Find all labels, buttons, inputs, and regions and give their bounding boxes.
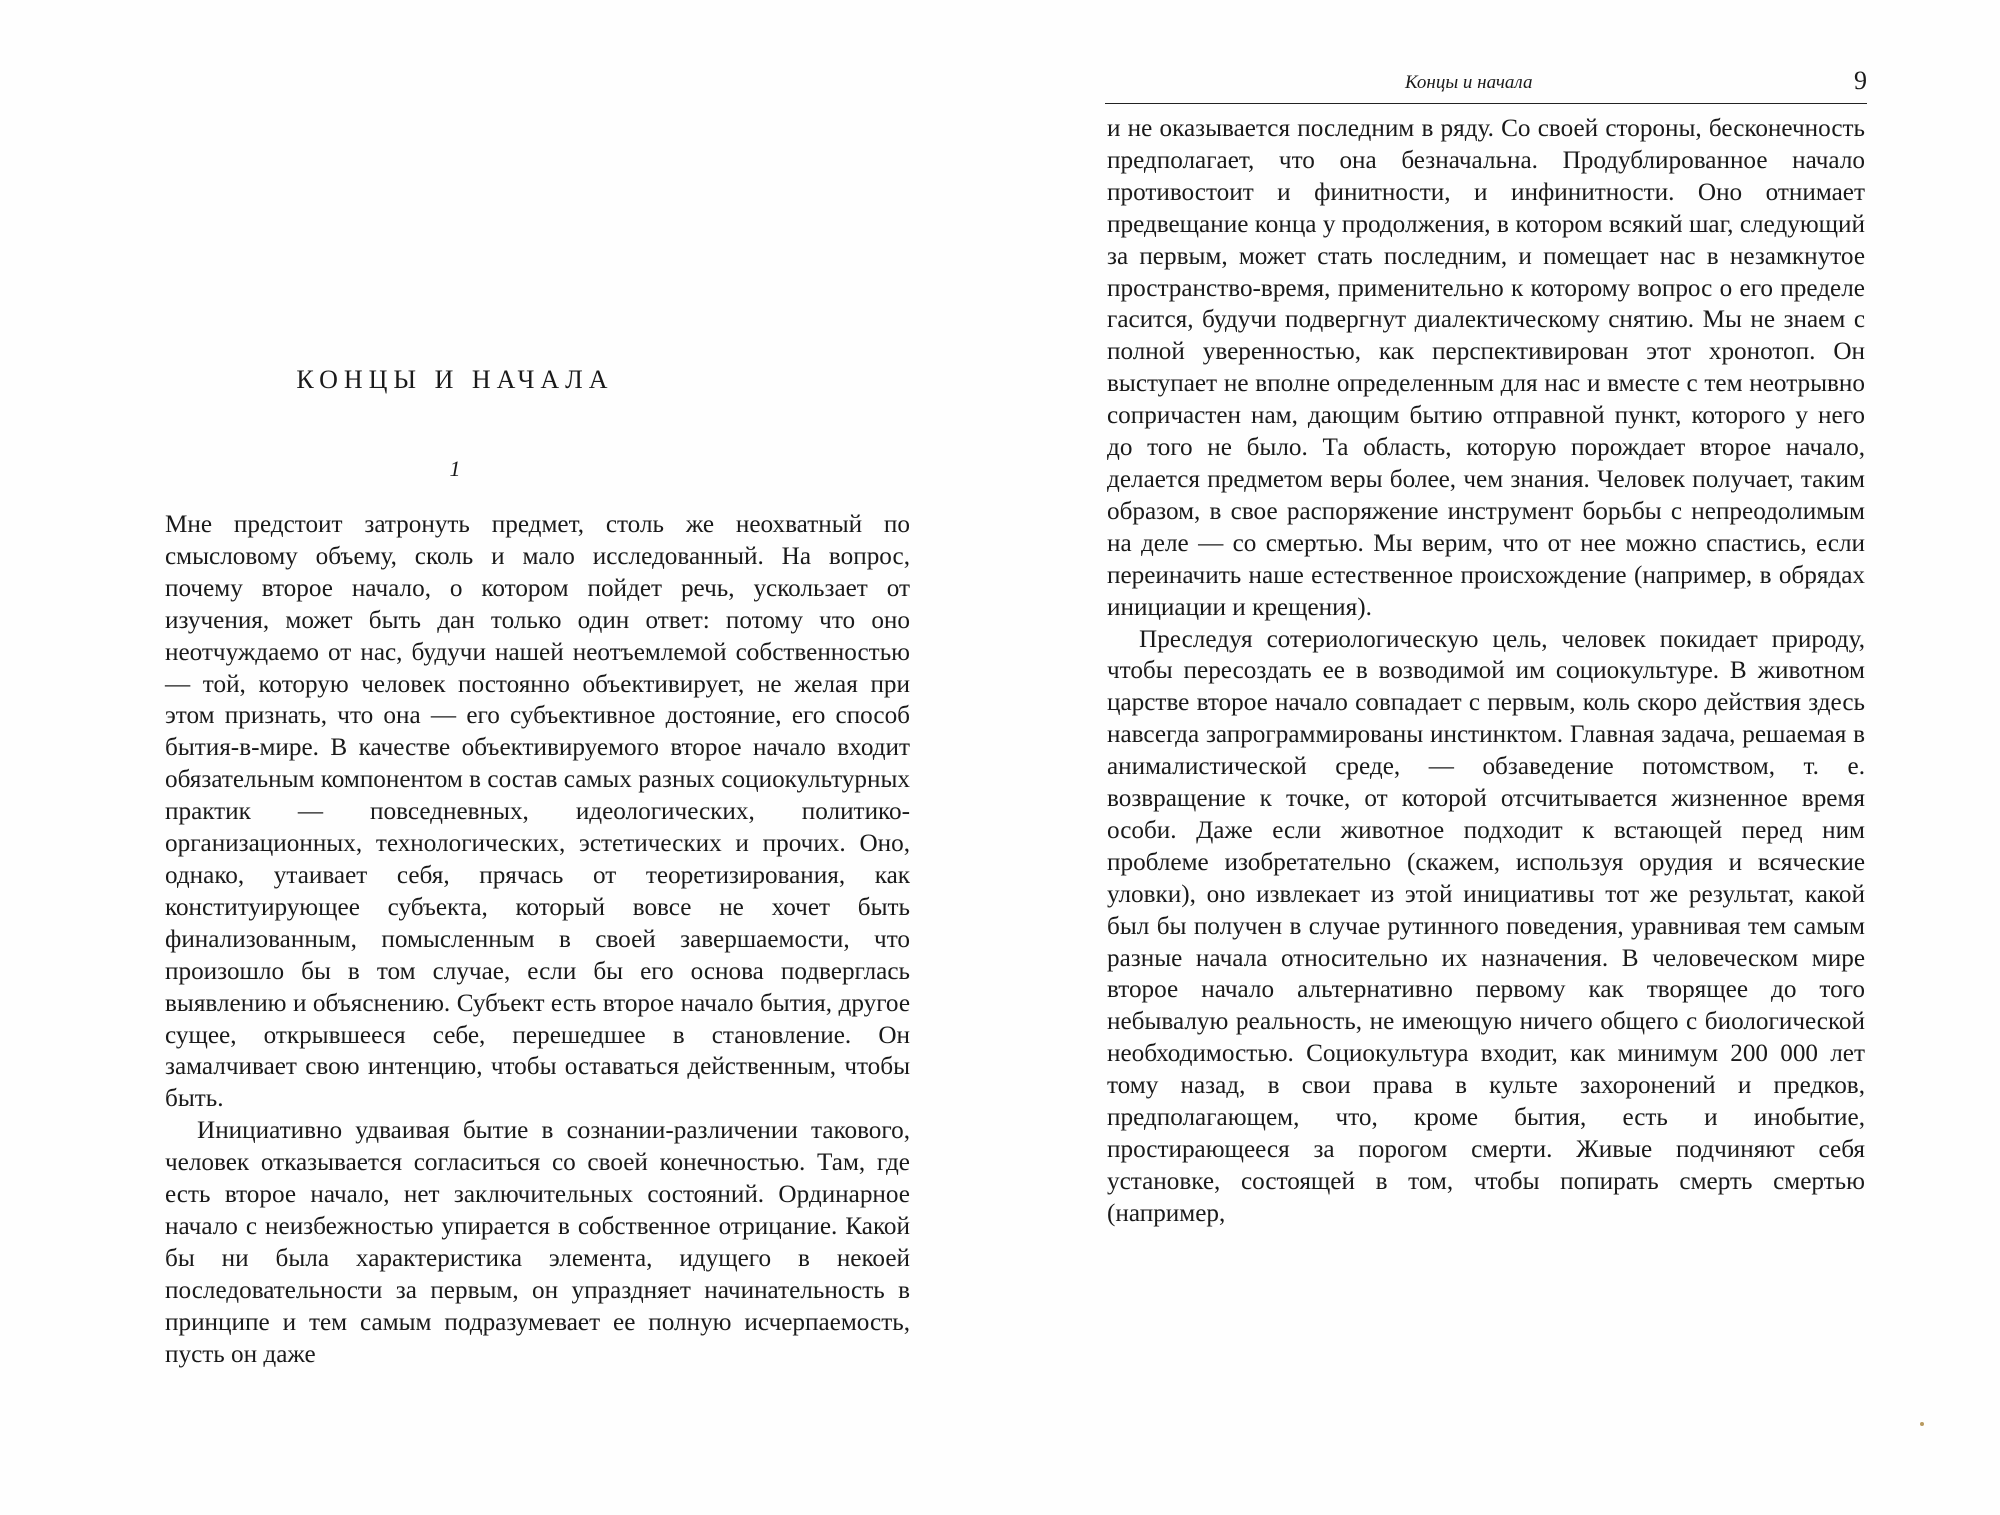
page-number: 9 [1854, 66, 1867, 95]
header-rule [1105, 103, 1867, 104]
paragraph: Инициативно удваивая бытие в сознании-различении такового, человек отказывается согласиться со своей конечностью. Там, где есть второе начало, нет заключительных состояний. Ординарное начало с неизбежностью упирается в собственное отрицание. Какой бы ни была характеристика элемента, идущего в некоей последовательности за первым, он упраздняет начинательность в принципе и тем самым подразумевает ее полную исчерпаемость, пусть он даже [165, 1117, 910, 1368]
section-number: 1 [449, 456, 461, 481]
paragraph: и не оказывается последним в ряду. Со своей стороны, бесконечность предполагает, что она безначальна. Продублированное начало противостоит и финитности, и инфинитности. Оно отнимает предвещание конца у продолжения, в котором всякий шаг, следующий за первым, может стать последним, и помещает нас в незамкнутое пространство-время, применительно к которому вопрос о его пределе гасится, будучи подвергнут диалектическому снятию. Мы не знаем с полной уверенностью, как перспективирован этот хронотоп. Он выступает не вполне определенным для нас и вместе с тем неотрывно сопричастен нам, дающим бытию отправной пункт, которого у него до того не было. Та область, которую порождает второе начало, делается предметом веры более, чем знания. Человек получает, таким образом, в свое распоряжение инструмент борьбы с непреодолимым на деле — со смертью. Мы верим, что от нее можно спастись, если переиначить наше естественное происхождение (например, в обрядах инициации и крещения). [1107, 115, 1865, 621]
chapter-title: КОНЦЫ И НАЧАЛА [296, 365, 614, 394]
paragraph: Преследуя сотериологическую цель, человек покидает природу, чтобы пересоздать ее в возводимой им социокультуре. В животном царстве второе начало совпадает с первым, коль скоро действия здесь навсегда запрограммированы инстинктом. Главная задача, решаемая в анималистической среде, — обзаведение потомством, т. е. возвращение к точке, от которой отсчитывается жизненное время особи. Даже если животное подходит к встающей перед ним проблеме изобретательно (скажем, используя орудия и всяческие уловки), оно извлекает из этой инициативы тот же результат, какой был бы получен в случае рутинного поведения, уравнивая тем самым разные начала относительно их назначения. В человеческом мире второе начало альтернативно первому как творящее до того небывалую реальность, не имеющую ничего общего с биологической необходимостью. Социокультура входит, как минимум 200 000 лет тому назад, в свои права в культе захоронений и предков, предполагающем, что, кроме бытия, есть и инобытие, простирающееся за порогом смерти. Живые подчиняют себя установке, состоящей в том, чтобы попирать смерть смертью (например, [1107, 625, 1865, 1227]
paper-speck [1920, 1422, 1924, 1426]
right-page [1000, 0, 2000, 1515]
running-title: Концы и начала [1405, 72, 1533, 93]
running-head [1105, 66, 1867, 102]
left-body-text [165, 509, 910, 1370]
paragraph: Мне предстоит затронуть предмет, столь же неохватный по смысловому объему, сколь и мало исследованный. На вопрос, почему второе начало, о котором пойдет речь, ускользает от изучения, может быть дан только один ответ: потому что оно неотчуждаемо от нас, будучи нашей неотъемлемой собственностью — той, которую человек постоянно объективирует, не желая при этом признать, что она — его субъективное достояние, его способ бытия-в-мире. В качестве объективируемого второе начало входит обязательным компонентом в состав самых разных социокультурных практик — повседневных, идеологических, политико-организационных, технологических, эстетических и прочих. Оно, однако, утаивает себя, прячась от теоретизирования, как конституирующее субъекта, который вовсе не хочет быть финализованным, помысленным в своей завершаемости, что произошло бы в том случае, если бы его основа подверглась выявлению и объяснению. Субъект есть второе начало бытия, другое сущее, открывшееся себе, перешедшее в становление. Он замалчивает свою интенцию, чтобы оставаться действенным, чтобы быть. [165, 511, 910, 1113]
right-body-text [1107, 113, 1865, 1230]
